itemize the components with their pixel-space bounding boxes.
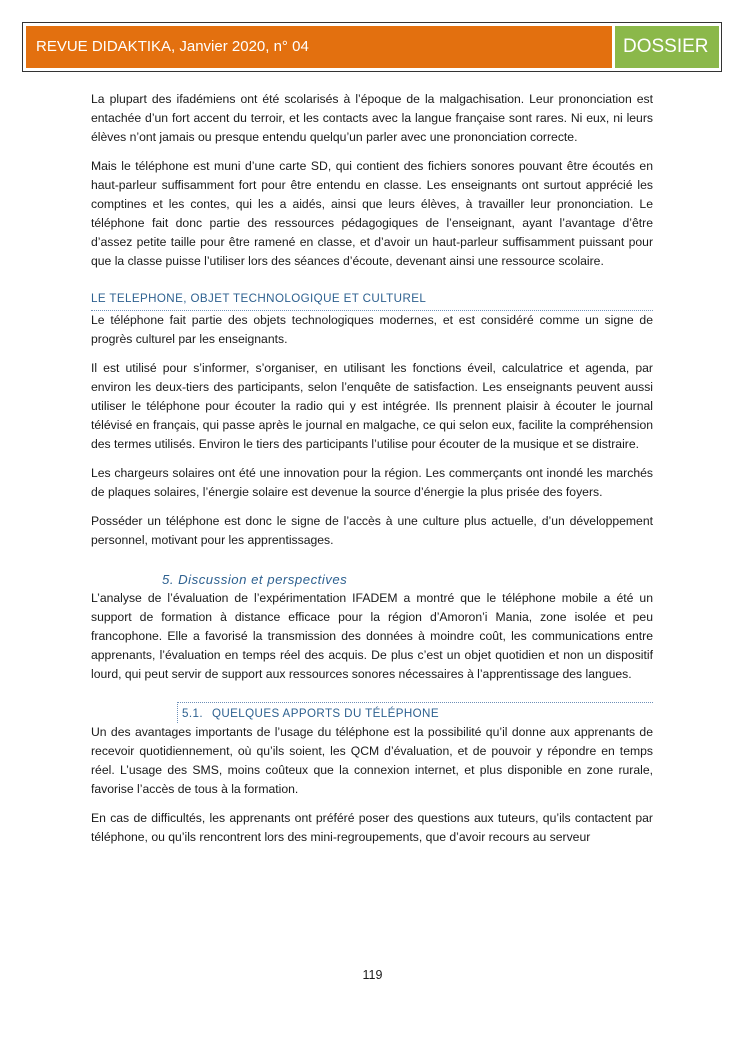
journal-title: REVUE DIDAKTIKA, Janvier 2020, n° 04 bbox=[26, 26, 612, 68]
journal-header bbox=[22, 22, 722, 72]
paragraph: La plupart des ifadémiens ont été scolarisés à l’époque de la malgachisation. Leur prononciation est entachée d’un fort accent du terroir, et les contacts avec la langue française sont rares. Ni eux, ni leurs élèves n’ont jamais ou presque entendu quelqu’un parler avec une prononciation correcte. bbox=[91, 92, 653, 144]
paragraph: En cas de difficultés, les apprenants ont préféré poser des questions aux tuteurs, qu’ils contactent par téléphone, ou qu’ils rencontrent lors des mini-regroupements, que d’avoir recours au serveur bbox=[91, 811, 653, 844]
subsection-heading bbox=[91, 289, 653, 311]
section-label: DOSSIER bbox=[615, 26, 719, 68]
paragraph: Le téléphone fait partie des objets technologiques modernes, et est considéré comme un signe de progrès culturel par les enseignants. bbox=[91, 313, 653, 346]
paragraph: Il est utilisé pour s’informer, s’organiser, en utilisant les fonctions éveil, calculatrice et agenda, par environ les deux-tiers des participants, selon l’enquête de satisfaction. Les enseignants peuvent aussi utiliser le téléphone pour écouter la radio qui y est intégrée. Ils prennent plaisir à écouter le journal télévisé en français, qui passe après le journal en malgache, ce qui selon eux, facilite la compréhension des termes utilisés. Environ le tiers des participants l’utilise pour écouter de la musique et se distraire. bbox=[91, 361, 653, 451]
subheading-number: 5.1. bbox=[182, 707, 203, 720]
subheading-text: QUELQUES APPORTS DU TÉLÉPHONE bbox=[211, 707, 439, 720]
numbered-subheading bbox=[177, 702, 653, 723]
paragraph: Un des avantages importants de l’usage du téléphone est la possibilité qu’il donne aux apprenants de recevoir quotidiennement, où qu’ils soient, les QCM d’évaluation, et de pouvoir y répondre en temps réel. L’usage des SMS, moins coûteux que la connexion internet, et plus disponible en zone rurale, favorise l’accès de tous à la formation. bbox=[91, 725, 653, 796]
subsection-heading-text: LE TELEPHONE, OBJET TECHNOLOGIQUE ET CULTUREL bbox=[91, 292, 427, 305]
paragraph: Mais le téléphone est muni d’une carte SD, qui contient des fichiers sonores pouvant être écoutés en haut-parleur suffisamment fort pour être entendu en classe. Les enseignants ont surtout apprécié les comptines et les contes, qui les a aidés, ainsi que leurs élèves, à travailler leur prononciation. Le téléphone fait donc partie des ressources pédagogiques de l’enseignant, ayant l’avantage d’être d’assez petite taille pour être ramené en classe, et d’avoir un haut-parleur suffisamment puissant pour que la classe puisse l’utiliser lors des séances d’écoute, devenant ainsi une ressource scolaire. bbox=[91, 159, 653, 268]
paragraph: Posséder un téléphone est donc le signe de l’accès à une culture plus actuelle, d’un développement personnel, motivant pour les apprentissages. bbox=[91, 514, 653, 547]
article-body bbox=[91, 90, 653, 857]
section-heading: 5. Discussion et perspectives bbox=[162, 572, 348, 587]
paragraph: Les chargeurs solaires ont été une innovation pour la région. Les commerçants ont inondé les marchés de plaques solaires, l’énergie solaire est devenue la source d’énergie la plus prisée des foyers. bbox=[91, 466, 653, 499]
page-number: 119 bbox=[362, 968, 383, 982]
paragraph: L’analyse de l’évaluation de l’expérimentation IFADEM a montré que le téléphone mobile a été un support de formation à distance efficace pour la région d’Amoron’i Mania, zone isolée et peu francophone. Elle a favorisé la transmission des données à moindre coût, les communications entre apprenants, l’évaluation en temps réel des acquis. De plus c’est un objet quotidien et non un dispositif lourd, qui peut servir de support aux ressources sonores nécessaires à l’apprentissage des langues. bbox=[91, 591, 653, 681]
